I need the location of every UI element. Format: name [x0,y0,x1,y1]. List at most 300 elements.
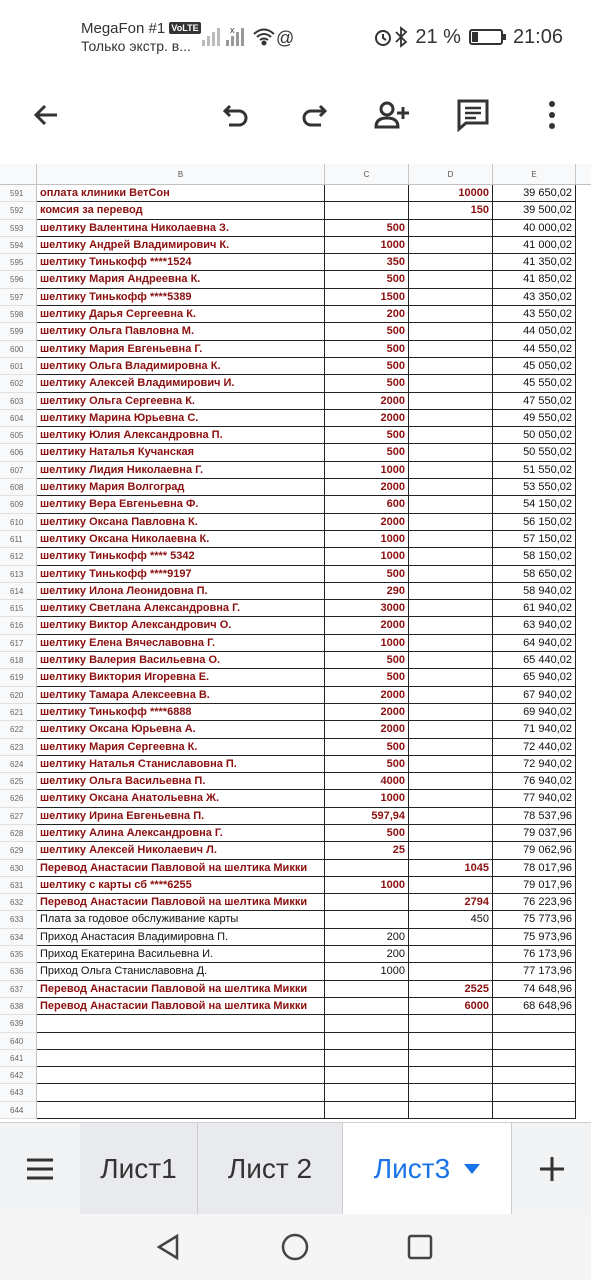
cell-d[interactable]: 2794 [409,894,493,911]
cell-c[interactable] [325,1084,409,1101]
cell-d[interactable] [409,479,493,496]
cell-d[interactable] [409,1102,493,1119]
row-number[interactable]: 625 [0,773,37,790]
cell-e[interactable]: 63 940,02 [493,617,576,634]
row-number[interactable]: 598 [0,306,37,323]
cell-d[interactable] [409,462,493,479]
cell-e[interactable]: 41 350,02 [493,254,576,271]
cell-d[interactable]: 6000 [409,998,493,1015]
undo-button[interactable] [211,90,261,140]
cell-b[interactable]: шелтику Ольга Сергеевна К. [37,393,325,410]
cell-c[interactable] [325,981,409,998]
comment-icon [456,98,490,132]
cell-d[interactable] [409,323,493,340]
cell-d[interactable] [409,531,493,548]
cell-e[interactable]: 74 648,96 [493,981,576,998]
tab-list1[interactable] [80,1123,198,1215]
cell-c[interactable]: 25 [325,842,409,859]
cell-d[interactable] [409,358,493,375]
cell-d[interactable]: 450 [409,911,493,928]
cell-b[interactable]: шелтику Тинькофф ****5389 [37,289,325,306]
spreadsheet-grid[interactable] [0,164,591,1122]
nav-back-button[interactable] [151,1230,185,1264]
row-number[interactable]: 595 [0,254,37,271]
cell-c[interactable]: 1000 [325,531,409,548]
table-row [0,323,591,340]
cell-c[interactable]: 1000 [325,237,409,254]
cell-e[interactable]: 72 440,02 [493,739,576,756]
cell-e[interactable]: 39 650,02 [493,185,576,202]
row-number[interactable]: 620 [0,687,37,704]
cell-d[interactable] [409,341,493,358]
cell-c[interactable]: 2000 [325,393,409,410]
cell-d[interactable] [409,963,493,980]
cell-e[interactable]: 40 000,02 [493,220,576,237]
cell-d[interactable] [409,1084,493,1101]
row-number[interactable]: 641 [0,1050,37,1067]
cell-b[interactable]: шелтику Ольга Владимировна К. [37,358,325,375]
cell-c[interactable]: 500 [325,375,409,392]
cell-d[interactable] [409,825,493,842]
cell-c[interactable]: 1000 [325,548,409,565]
cell-e[interactable]: 68 648,96 [493,998,576,1015]
cell-e[interactable]: 78 537,96 [493,808,576,825]
cell-d[interactable] [409,877,493,894]
row-number[interactable]: 637 [0,981,37,998]
column-header-d[interactable]: D [409,164,493,185]
row-number[interactable]: 600 [0,341,37,358]
cell-c[interactable]: 1000 [325,635,409,652]
comment-button[interactable] [448,90,498,140]
row-number[interactable]: 599 [0,323,37,340]
cell-b[interactable] [37,1033,325,1050]
row-number[interactable]: 644 [0,1102,37,1119]
cell-c[interactable] [325,1050,409,1067]
cell-e[interactable]: 69 940,02 [493,704,576,721]
row-number[interactable]: 643 [0,1084,37,1101]
cell-e[interactable]: 45 050,02 [493,358,576,375]
row-number[interactable]: 638 [0,998,37,1015]
cell-e[interactable] [493,1102,576,1119]
cell-b[interactable]: шелтику Елена Вячеславовна Г. [37,635,325,652]
row-number[interactable]: 603 [0,393,37,410]
cell-e[interactable] [493,1050,576,1067]
cell-e[interactable] [493,1015,576,1032]
cell-d[interactable]: 10000 [409,185,493,202]
cell-d[interactable] [409,600,493,617]
cell-d[interactable] [409,393,493,410]
cell-b[interactable]: шелтику Ирина Евгеньевна П. [37,808,325,825]
cell-e[interactable]: 64 940,02 [493,635,576,652]
row-number[interactable]: 640 [0,1033,37,1050]
row-number[interactable]: 616 [0,617,37,634]
cell-d[interactable] [409,271,493,288]
cell-b[interactable]: шелтику Валерия Васильевна О. [37,652,325,669]
row-number[interactable]: 606 [0,444,37,461]
cell-b[interactable]: Плата за годовое обслуживание карты [37,911,325,928]
row-number[interactable]: 601 [0,358,37,375]
row-number[interactable]: 591 [0,185,37,202]
cell-c[interactable] [325,1102,409,1119]
cell-d[interactable] [409,254,493,271]
table-row [0,669,591,686]
cell-b[interactable] [37,1067,325,1084]
row-number[interactable]: 629 [0,842,37,859]
column-header-b[interactable]: B [37,164,325,185]
row-number[interactable]: 618 [0,652,37,669]
share-button[interactable] [367,90,417,140]
cell-e[interactable] [493,1067,576,1084]
row-number[interactable]: 622 [0,721,37,738]
table-row [0,566,591,583]
row-number[interactable]: 633 [0,911,37,928]
cell-c[interactable]: 1000 [325,963,409,980]
cell-d[interactable]: 1045 [409,860,493,877]
cell-b[interactable]: Перевод Анастасии Павловой на шелтика Микки [37,860,325,877]
row-number[interactable]: 623 [0,739,37,756]
cell-c[interactable]: 1000 [325,790,409,807]
cell-b[interactable]: шелтику Оксана Павловна К. [37,514,325,531]
cell-d[interactable] [409,375,493,392]
row-number[interactable]: 597 [0,289,37,306]
cell-e[interactable]: 57 150,02 [493,531,576,548]
row-number[interactable]: 635 [0,946,37,963]
cell-c[interactable]: 200 [325,306,409,323]
cell-e[interactable]: 50 050,02 [493,427,576,444]
cell-c[interactable] [325,911,409,928]
cell-e[interactable]: 77 940,02 [493,790,576,807]
cell-b[interactable]: шелтику с карты сб ****6255 [37,877,325,894]
cell-e[interactable]: 41 000,02 [493,237,576,254]
cell-e[interactable]: 79 037,96 [493,825,576,842]
cell-d[interactable] [409,739,493,756]
cell-c[interactable]: 500 [325,323,409,340]
row-number[interactable]: 592 [0,202,37,219]
cell-e[interactable]: 41 850,02 [493,271,576,288]
row-number[interactable]: 632 [0,894,37,911]
cell-c[interactable] [325,185,409,202]
back-button[interactable] [21,90,71,140]
cell-d[interactable] [409,617,493,634]
cell-b[interactable]: шелтику Оксана Анатольевна Ж. [37,790,325,807]
cell-e[interactable]: 49 550,02 [493,410,576,427]
cell-b[interactable]: шелтику Тинькофф **** 5342 [37,548,325,565]
row-number[interactable]: 604 [0,410,37,427]
cell-e[interactable]: 51 550,02 [493,462,576,479]
add-sheet-button[interactable] [511,1123,591,1215]
cell-b[interactable]: Перевод Анастасии Павловой на шелтика Микки [37,981,325,998]
row-number[interactable]: 602 [0,375,37,392]
cell-c[interactable]: 2000 [325,721,409,738]
cell-b[interactable]: Приход Екатерина Васильевна И. [37,946,325,963]
cell-c[interactable]: 2000 [325,704,409,721]
cell-d[interactable] [409,704,493,721]
cell-b[interactable]: Приход Анастасия Владимировна П. [37,929,325,946]
row-number[interactable]: 624 [0,756,37,773]
tab-list2[interactable] [198,1123,343,1215]
cell-d[interactable] [409,790,493,807]
row-number[interactable]: 626 [0,790,37,807]
cell-b[interactable]: шелтику Мария Сергеевна К. [37,739,325,756]
cell-e[interactable]: 65 940,02 [493,669,576,686]
cell-e[interactable]: 58 150,02 [493,548,576,565]
cell-c[interactable]: 2000 [325,410,409,427]
cell-c[interactable]: 500 [325,669,409,686]
all-sheets-button[interactable] [0,1123,80,1215]
cell-b[interactable]: шелтику Марина Юрьевна С. [37,410,325,427]
row-number[interactable]: 611 [0,531,37,548]
cell-e[interactable] [493,1033,576,1050]
cell-c[interactable]: 3000 [325,600,409,617]
cell-d[interactable] [409,289,493,306]
cell-c[interactable] [325,998,409,1015]
cell-c[interactable]: 200 [325,929,409,946]
cell-e[interactable]: 75 973,96 [493,929,576,946]
cell-c[interactable]: 500 [325,444,409,461]
cell-c[interactable]: 500 [325,825,409,842]
nav-recents-button[interactable] [403,1230,437,1264]
row-number[interactable]: 593 [0,220,37,237]
row-number[interactable]: 614 [0,583,37,600]
cell-d[interactable] [409,929,493,946]
cell-e[interactable]: 79 062,96 [493,842,576,859]
cell-c[interactable]: 1000 [325,462,409,479]
cell-c[interactable] [325,1067,409,1084]
battery-icon [469,29,503,45]
cell-b[interactable] [37,1050,325,1067]
cell-c[interactable]: 500 [325,652,409,669]
cell-b[interactable] [37,1084,325,1101]
cell-c[interactable]: 350 [325,254,409,271]
cell-c[interactable]: 600 [325,496,409,513]
cell-c[interactable] [325,1015,409,1032]
cell-b[interactable]: шелтику Тинькофф ****1524 [37,254,325,271]
nav-home-button[interactable] [278,1230,312,1264]
cell-d[interactable] [409,427,493,444]
row-number[interactable]: 619 [0,669,37,686]
cell-d[interactable] [409,687,493,704]
cell-c[interactable]: 500 [325,427,409,444]
cell-c[interactable]: 500 [325,358,409,375]
cell-e[interactable]: 75 773,96 [493,911,576,928]
cell-d[interactable] [409,946,493,963]
cell-c[interactable] [325,860,409,877]
row-number[interactable]: 630 [0,860,37,877]
row-number[interactable]: 631 [0,877,37,894]
cell-b[interactable]: шелтику Дарья Сергеевна К. [37,306,325,323]
row-number[interactable]: 621 [0,704,37,721]
cell-b[interactable] [37,1015,325,1032]
cell-c[interactable]: 500 [325,341,409,358]
cell-b[interactable]: шелтику Ольга Васильевна П. [37,773,325,790]
cell-d[interactable] [409,721,493,738]
cell-d[interactable] [409,1050,493,1067]
cell-d[interactable] [409,444,493,461]
row-number[interactable]: 608 [0,479,37,496]
cell-d[interactable] [409,652,493,669]
cell-d[interactable] [409,773,493,790]
cell-b[interactable]: шелтику Оксана Николаевна К. [37,531,325,548]
cell-b[interactable]: оплата клиники ВетСон [37,185,325,202]
cell-d[interactable]: 2525 [409,981,493,998]
cell-c[interactable]: 200 [325,946,409,963]
cell-e[interactable]: 45 550,02 [493,375,576,392]
cell-c[interactable]: 500 [325,739,409,756]
cell-b[interactable]: шелтику Тинькофф ****6888 [37,704,325,721]
row-number[interactable]: 615 [0,600,37,617]
cell-d[interactable]: 150 [409,202,493,219]
cell-b[interactable]: Приход Ольга Станиславовна Д. [37,963,325,980]
cell-b[interactable]: шелтику Алексей Владимирович И. [37,375,325,392]
cell-d[interactable] [409,410,493,427]
cell-b[interactable]: шелтику Андрей Владимирович К. [37,237,325,254]
cell-d[interactable] [409,237,493,254]
tab-list3[interactable] [343,1123,511,1215]
cell-e[interactable]: 71 940,02 [493,721,576,738]
arrow-left-icon [31,100,61,130]
cell-b[interactable]: шелтику Мария Волгоград [37,479,325,496]
cell-e[interactable]: 72 940,02 [493,756,576,773]
cell-b[interactable]: шелтику Илона Леонидовна П. [37,583,325,600]
cell-d[interactable] [409,635,493,652]
cell-e[interactable]: 78 017,96 [493,860,576,877]
cell-c[interactable]: 1000 [325,877,409,894]
cell-e[interactable]: 58 940,02 [493,583,576,600]
cell-e[interactable]: 65 440,02 [493,652,576,669]
cell-b[interactable]: Перевод Анастасии Павловой на шелтика Микки [37,998,325,1015]
cell-e[interactable]: 77 173,96 [493,963,576,980]
cell-d[interactable] [409,808,493,825]
cell-d[interactable] [409,1015,493,1032]
cell-d[interactable] [409,756,493,773]
cell-c[interactable] [325,202,409,219]
cell-b[interactable]: шелтику Виктория Игоревна Е. [37,669,325,686]
cell-e[interactable]: 76 940,02 [493,773,576,790]
cell-b[interactable]: шелтику Оксана Юрьевна А. [37,721,325,738]
row-number[interactable]: 636 [0,963,37,980]
row-number[interactable]: 627 [0,808,37,825]
cell-e[interactable]: 76 173,96 [493,946,576,963]
row-number[interactable]: 596 [0,271,37,288]
cell-b[interactable]: шелтику Виктор Александрович О. [37,617,325,634]
more-options-button[interactable] [527,90,577,140]
row-number[interactable]: 605 [0,427,37,444]
redo-button[interactable] [289,90,339,140]
cell-e[interactable]: 53 550,02 [493,479,576,496]
row-number[interactable]: 612 [0,548,37,565]
cell-e[interactable]: 58 650,02 [493,566,576,583]
cell-e[interactable]: 43 550,02 [493,306,576,323]
cell-e[interactable]: 44 050,02 [493,323,576,340]
cell-c[interactable] [325,1033,409,1050]
cell-b[interactable]: шелтику Наталья Кучанская [37,444,325,461]
cell-e[interactable] [493,1084,576,1101]
cell-b[interactable]: комсия за перевод [37,202,325,219]
cell-c[interactable]: 2000 [325,479,409,496]
cell-e[interactable]: 50 550,02 [493,444,576,461]
cell-d[interactable] [409,220,493,237]
cell-b[interactable]: шелтику Мария Евгеньевна Г. [37,341,325,358]
row-number[interactable]: 642 [0,1067,37,1084]
redo-icon [299,100,329,130]
cell-b[interactable]: шелтику Ольга Павловна М. [37,323,325,340]
row-number[interactable]: 594 [0,237,37,254]
cell-c[interactable]: 1500 [325,289,409,306]
cell-c[interactable]: 500 [325,271,409,288]
cell-c[interactable] [325,894,409,911]
cell-b[interactable]: шелтику Алексей Николаевич Л. [37,842,325,859]
row-number[interactable]: 628 [0,825,37,842]
status-right [373,24,563,50]
row-number[interactable]: 613 [0,566,37,583]
cell-d[interactable] [409,566,493,583]
cell-b[interactable]: шелтику Вера Евгеньевна Ф. [37,496,325,513]
cell-c[interactable]: 2000 [325,514,409,531]
cell-c[interactable]: 597,94 [325,808,409,825]
cell-e[interactable]: 39 500,02 [493,202,576,219]
cell-d[interactable] [409,548,493,565]
cell-b[interactable]: шелтику Наталья Станиславовна П. [37,756,325,773]
cell-b[interactable]: шелтику Светлана Александровна Г. [37,600,325,617]
row-number[interactable]: 634 [0,929,37,946]
corner-cell[interactable] [0,164,37,185]
cell-d[interactable] [409,1033,493,1050]
cell-d[interactable] [409,842,493,859]
cell-d[interactable] [409,1067,493,1084]
cell-c[interactable]: 2000 [325,687,409,704]
cell-e[interactable]: 43 350,02 [493,289,576,306]
column-header-c[interactable]: C [325,164,409,185]
cell-b[interactable]: шелтику Юлия Александровна П. [37,427,325,444]
cell-c[interactable]: 500 [325,220,409,237]
cell-d[interactable] [409,496,493,513]
table-row [0,842,591,859]
cell-c[interactable]: 4000 [325,773,409,790]
cell-b[interactable]: Перевод Анастасии Павловой на шелтика Микки [37,894,325,911]
row-number[interactable]: 609 [0,496,37,513]
cell-c[interactable]: 290 [325,583,409,600]
row-number[interactable]: 639 [0,1015,37,1032]
cell-e[interactable]: 44 550,02 [493,341,576,358]
cell-b[interactable]: шелтику Лидия Николаевна Г. [37,462,325,479]
dropdown-arrow-icon[interactable] [464,1164,480,1174]
cell-b[interactable]: шелтику Валентина Николаевна З. [37,220,325,237]
cell-d[interactable] [409,306,493,323]
row-number[interactable]: 607 [0,462,37,479]
cell-b[interactable]: шелтику Тамара Алексеевна В. [37,687,325,704]
cell-c[interactable]: 2000 [325,617,409,634]
row-number[interactable]: 610 [0,514,37,531]
cell-d[interactable] [409,583,493,600]
cell-e[interactable]: 54 150,02 [493,496,576,513]
cell-d[interactable] [409,514,493,531]
cell-c[interactable]: 500 [325,756,409,773]
cell-e[interactable]: 56 150,02 [493,514,576,531]
cell-e[interactable]: 67 940,02 [493,687,576,704]
cell-b[interactable]: шелтику Мария Андреевна К. [37,271,325,288]
cell-d[interactable] [409,669,493,686]
cell-b[interactable]: шелтику Тинькофф ****9197 [37,566,325,583]
cell-e[interactable]: 79 017,96 [493,877,576,894]
cell-e[interactable]: 76 223,96 [493,894,576,911]
cell-c[interactable]: 500 [325,566,409,583]
cell-e[interactable]: 61 940,02 [493,600,576,617]
cell-b[interactable] [37,1102,325,1119]
cell-b[interactable]: шелтику Алина Александровна Г. [37,825,325,842]
cell-e[interactable]: 47 550,02 [493,393,576,410]
column-header-e[interactable]: E [493,164,576,185]
row-number[interactable]: 617 [0,635,37,652]
